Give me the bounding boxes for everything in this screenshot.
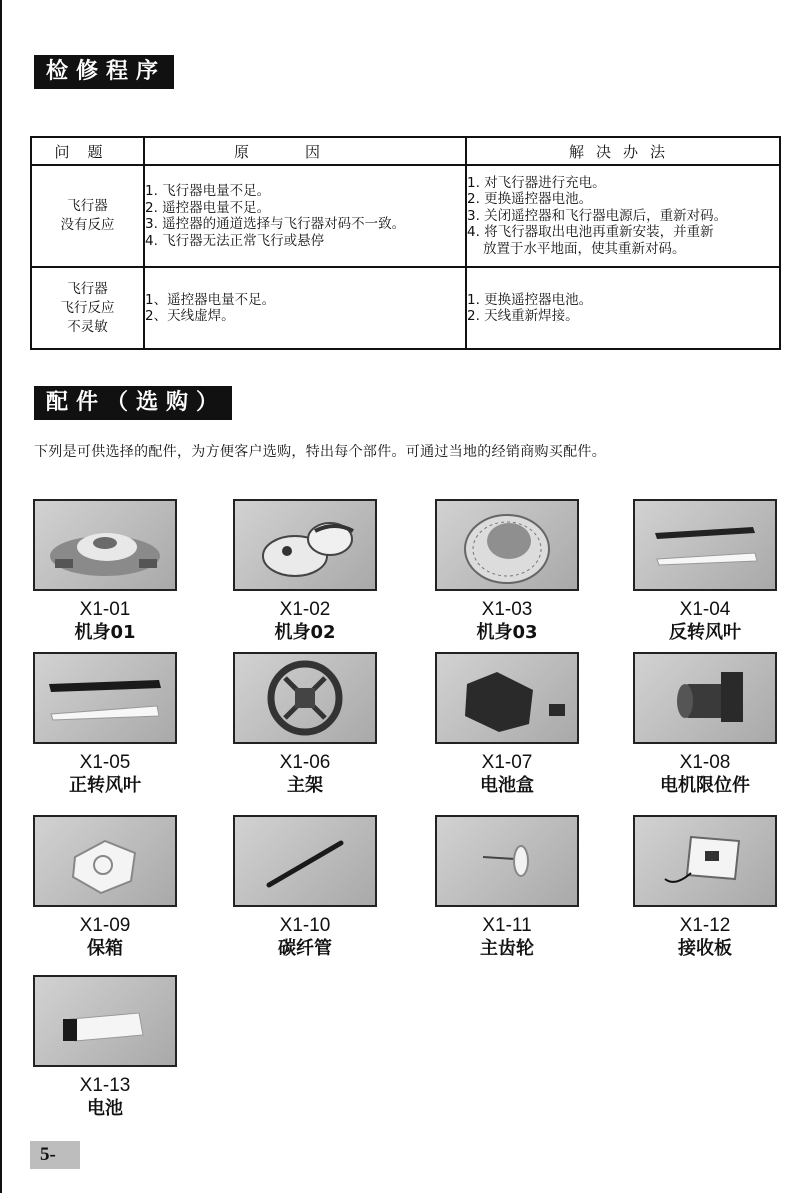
problem-line: 没有反应 xyxy=(60,217,115,233)
part-card xyxy=(422,499,592,645)
part-card xyxy=(220,499,390,645)
part-name: 保箱 xyxy=(87,938,123,959)
part-name: 主架 xyxy=(287,775,323,796)
table-row xyxy=(31,165,780,267)
part-code: X1-11 xyxy=(482,915,532,936)
problem-line: 飞行器 xyxy=(67,198,108,214)
cause-cell xyxy=(144,165,466,267)
part-photo-motor-holder xyxy=(633,652,777,744)
main-gear-icon xyxy=(437,817,577,905)
solution-cell xyxy=(466,165,780,267)
solution-item: 2. 天线重新焊接。 xyxy=(467,308,579,324)
part-name: 正转风叶 xyxy=(69,775,141,796)
solution-item: 1. 对飞行器进行充电。 xyxy=(467,174,606,191)
solution-item: 4. 将飞行器取出电池再重新安装，并重新 xyxy=(467,224,714,241)
part-name: 主齿轮 xyxy=(480,938,534,959)
hovercraft-body-icon xyxy=(35,501,175,589)
solution-cell xyxy=(466,267,780,349)
cause-item: 2、天线虚焊。 xyxy=(145,308,235,324)
part-card xyxy=(20,815,190,961)
cause-item: 1. 飞行器电量不足。 xyxy=(145,183,271,199)
cause-cell xyxy=(144,267,466,349)
receiver-board-icon xyxy=(635,817,775,905)
part-photo-battery xyxy=(33,975,177,1067)
part-name: 机身03 xyxy=(476,622,538,643)
part-photo-battery-box xyxy=(435,652,579,744)
part-photo-gearbox xyxy=(33,815,177,907)
battery-box-icon xyxy=(437,654,577,742)
part-card xyxy=(20,975,190,1121)
part-name: 碳纤管 xyxy=(278,938,332,959)
problem-line: 飞行器 xyxy=(67,280,108,297)
section-title-repair: 检修程序 xyxy=(34,55,174,89)
part-card xyxy=(20,499,190,645)
left-margin-rule xyxy=(0,0,2,1193)
part-card xyxy=(620,652,790,798)
motor-holder-icon xyxy=(635,654,775,742)
part-code: X1-01 xyxy=(79,599,131,620)
part-photo-main-gear xyxy=(435,815,579,907)
section-title-parts: 配件（选购） xyxy=(34,386,232,420)
part-code: X1-02 xyxy=(279,599,331,620)
part-name: 电池盒 xyxy=(480,775,534,796)
carbon-tube-icon xyxy=(235,817,375,905)
part-card xyxy=(422,652,592,798)
solution-item: 3. 关闭遥控器和飞行器电源后，重新对码。 xyxy=(467,207,728,224)
part-code: X1-03 xyxy=(481,599,533,620)
page-number: 5- xyxy=(30,1141,80,1169)
part-photo-carbon-tube xyxy=(233,815,377,907)
cause-item: 4. 飞行器无法正常飞行或悬停 xyxy=(145,232,325,249)
table-row xyxy=(31,267,780,349)
problem-cell xyxy=(31,165,144,267)
problem-cell xyxy=(31,267,144,349)
ufo-disc-body-icon xyxy=(437,501,577,589)
part-code: X1-10 xyxy=(279,915,331,936)
part-name: 电池 xyxy=(87,1098,123,1119)
problem-line: 不灵敏 xyxy=(67,318,108,335)
header-cause: 原因 xyxy=(144,137,466,165)
propeller-blades-icon xyxy=(635,501,775,589)
part-name: 电机限位件 xyxy=(660,775,750,796)
part-code: X1-08 xyxy=(679,752,731,773)
part-code: X1-13 xyxy=(79,1075,131,1096)
part-photo-main-frame xyxy=(233,652,377,744)
part-code: X1-05 xyxy=(79,752,131,773)
table-header-row xyxy=(31,137,780,165)
part-card xyxy=(20,652,190,798)
part-code: X1-04 xyxy=(679,599,731,620)
solution-item: 放置于水平地面，使其重新对码。 xyxy=(483,240,686,257)
part-card xyxy=(220,815,390,961)
gearbox-icon xyxy=(35,817,175,905)
part-code: X1-06 xyxy=(279,752,331,773)
part-card xyxy=(220,652,390,798)
part-photo-body-01 xyxy=(33,499,177,591)
header-problem: 问题 xyxy=(31,137,144,165)
part-photo-body-03 xyxy=(435,499,579,591)
solution-item: 2. 更换遥控器电池。 xyxy=(467,191,593,208)
part-card xyxy=(620,499,790,645)
part-photo-forward-blades xyxy=(33,652,177,744)
part-code: X1-07 xyxy=(481,752,533,773)
part-photo-body-02 xyxy=(233,499,377,591)
header-solution: 解决办法 xyxy=(466,137,780,165)
dog-shaped-body-icon xyxy=(235,501,375,589)
part-code: X1-09 xyxy=(79,915,131,936)
cause-item: 1、遥控器电量不足。 xyxy=(145,291,276,308)
part-card xyxy=(422,815,592,961)
repair-table xyxy=(30,136,781,350)
part-name: 接收板 xyxy=(678,938,732,959)
part-photo-reverse-blades xyxy=(633,499,777,591)
cause-item: 2. 遥控器电量不足。 xyxy=(145,199,271,216)
battery-icon xyxy=(35,977,175,1065)
main-frame-icon xyxy=(235,654,375,742)
part-name: 反转风叶 xyxy=(669,622,741,643)
part-photo-receiver-board xyxy=(633,815,777,907)
solution-item: 1. 更换遥控器电池。 xyxy=(467,291,593,308)
propeller-blades-icon xyxy=(35,654,175,742)
cause-item: 3. 遥控器的通道选择与飞行器对码不一致。 xyxy=(145,216,406,232)
part-code: X1-12 xyxy=(679,915,731,936)
parts-intro: 下列是可供选择的配件，为方便客户选购，特出每个部件。可通过当地的经销商购买配件。 xyxy=(34,444,606,460)
problem-line: 飞行反应 xyxy=(60,299,115,316)
part-name: 机身02 xyxy=(274,622,336,643)
part-card xyxy=(620,815,790,961)
part-name: 机身01 xyxy=(74,622,136,643)
